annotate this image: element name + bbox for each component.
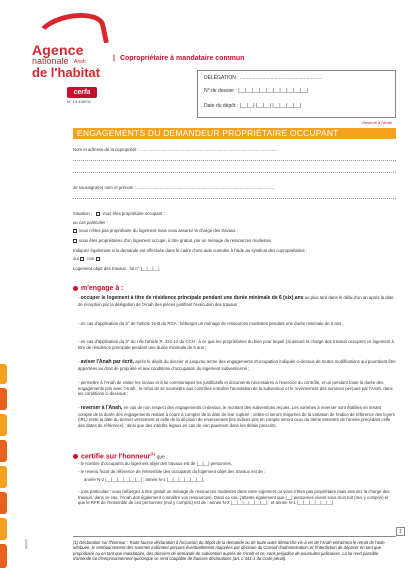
indicate-text: Indiquez également si la demande est effectuée dans le cadre d'une aide cumulée à l'aide au syndicat des copropriétaires : (73, 248, 308, 253)
delegation-field[interactable]: DÉLÉGATION : ........................................................... (204, 75, 322, 81)
non-checkbox[interactable] (96, 257, 100, 261)
certify-item[interactable]: année N-2 |__|__|__|__|__|__| ; année N-1 |__|__|__|__|__|__|, (84, 477, 205, 482)
footnote: (1) Déclaration sur l'honneur : Toute fausse déclaration à l'occasion du dépôt de la demande ou de toute autre démarche vis-à-vis de l'Anah entraînera le retrait de l'aide attribuée, le remboursement des sommes indûment perçues éventuellement majorées par décision du Conseil d'administration, et l'interdiction de déposer en tant que propriétaire ou en tant que mandataire, des dossiers de demande de subvention auprès de l'Anah et ce, sans préjudice de poursuites judiciaires. La loi rend passible d'amende ou d'emprisonnement quiconque se rend coupable de fausses déclarations (art. L 441-1 du Code pénal). (73, 536, 396, 562)
certify-item: - (cas particulier : vous hébergez à titre gratuit un ménage de ressources modestes dans votre logement ou vous n'êtes pas propriétaire mais assurez la charge des travaux, dans ce cas, l'Anah doit également connaître vos ressources). Dans ce cas, j'atteste également que |__| personnes vivent sous mon toit (moi y compris) et que le RFR de l'ensemble de ces personnes (moi y compris) est de : année N-2 |__|__|__|__|__|__| ; et année N-1 |__|__|__|__|__|__| (78, 489, 390, 506)
left-stripe (0, 414, 7, 436)
engage-item: - en cas d'application du 3° de l'article 15-B du RGA : héberger un ménage de ressources modestes pendant une durée minimale de 6 ans ; (78, 321, 344, 326)
left-stripe (0, 440, 7, 462)
cerfa-logo: cerfa (67, 87, 97, 98)
logo-anah: Anah (74, 59, 86, 65)
option2-checkbox[interactable] (73, 239, 77, 243)
certify-item: - le nombre d'occupants du logement objet des travaux est de |__|__| personnes, (78, 461, 232, 466)
deposit-date-field[interactable]: Date du dépôt : |__|__| |__|__| |__|__|__|__| (204, 103, 302, 109)
engage-item: - permettre à l'Anah de visiter les locaux et à lui communiquer les justificatifs et documents nécessaires à l'exercice du contrôle, et un pendant toute la durée des engagements pris avec l'Anah ; le refus de se soumettre aux contrôles entraîne l'annulation de la subvention et le reversement des sommes perçues par l'Anah, dans les conditions ci-dessous ; (78, 380, 393, 397)
oui-non-row: oui non (73, 256, 102, 262)
copro-address-field[interactable]: Nom et adresse de la copropriété : ................................................................................................................... (73, 147, 278, 152)
option1-row: vous n'êtes pas propriétaire du logement mais vous assurez la charge des travaux ; (73, 228, 238, 234)
document-title: | Copropriétaire à mandataire commun (113, 55, 245, 62)
dotted-line (73, 198, 396, 199)
option1-checkbox[interactable] (73, 229, 77, 233)
option2-row: vous êtes propriétaires d'un logement occupé, à titre gratuit, par un ménage de ressources modestes. (73, 238, 272, 244)
oui-checkbox[interactable] (80, 257, 84, 261)
side-code: 13438 (24, 539, 28, 549)
left-stripe (0, 364, 7, 384)
left-stripe (0, 544, 7, 568)
reserved-note: Réservé à l'Anah (362, 120, 393, 125)
logo-line3: de l'habitat (32, 65, 101, 80)
left-stripe (0, 388, 7, 410)
engage-item: - occuper le logement à titre de résidence principale pendant une durée minimale de 6 (six) ans au plus tard dans le délai d'un an après la date de réception par la délégation de l'Anah des pièces justifiant l'exécution des travaux ; (78, 295, 394, 307)
dossier-number-field[interactable]: N° de dossier : |__|__|__|__|__|__|__|__|__|__| (204, 88, 309, 94)
cerfa-number: N° 13 438*02 (67, 99, 91, 104)
admin-box (197, 70, 396, 118)
situation-row: Situation : vous êtes propriétaire occupant ; (73, 211, 165, 216)
section-title: ENGAGEMENTS DU DEMANDEUR PROPRIÉTAIRE OCCUPANT (73, 128, 396, 139)
undersigned-field[interactable]: Je soussigné(e) nom et prénom : ................................................................................................................... (73, 185, 275, 190)
engage-item: - aviser l'Anah par écrit, après le dépôt du dossier et jusqu'au terme des engagements d'occupation indiqués ci-dessus de toutes modifications qui pourraient être apportées au droit de propriété et aux conditions d'occupation du logement subventionné ; (78, 359, 396, 371)
situation-checkbox[interactable] (96, 212, 100, 216)
particular-label: ou cas particulier : (73, 220, 108, 225)
lot-field[interactable]: Logement objet des travaux : lot n° |__|__|__| (73, 266, 160, 271)
certify-heading: certifie sur l'honneur$^{(1)}$ que : (73, 451, 168, 460)
left-stripe (0, 492, 7, 514)
left-stripe (0, 518, 7, 540)
bullet-icon (73, 454, 78, 459)
dotted-line (73, 160, 396, 161)
certify-item: - le revenu fiscal de référence de l'ensemble des occupants du logement objet des travaux est de : (78, 469, 266, 474)
bullet-icon (73, 286, 78, 291)
engage-heading: m'engage à : (73, 285, 124, 292)
logo-line2: nationale (32, 56, 69, 66)
engage-item: - en cas d'application du 3° du I de l'article R. 321-12 du CCH : à ce que les propriétaires du bien pour lequel j'ai assuré la charge des travaux occupent ce logement à titre de résidence principale pendant une durée minimale de 6 ans ; (78, 339, 394, 350)
dotted-line (73, 172, 396, 173)
engage-item: - reverser à l'Anah, en cas de non respect des engagements ci-dessus, le montant des subventions reçues. Les sommes à reverser sont établies en tenant compte de la durée des engagements restant à courir à compter de la date de leur rupture ; celles-ci seront majorées de la variation de l'indice de référence des loyers (IRL) entre la date du dernier versement et celle de la décision de reversement (les indices pris en compte seront ceux du 3ème trimestre de l'année précédant celle des dates de référence) ; ainsi que des intérêts légaux en cas de non paiement dans les délais prescrits. (78, 405, 395, 428)
left-stripe (0, 466, 7, 488)
logo-line1: Agence (32, 42, 84, 58)
page-number: 1 (396, 527, 405, 536)
